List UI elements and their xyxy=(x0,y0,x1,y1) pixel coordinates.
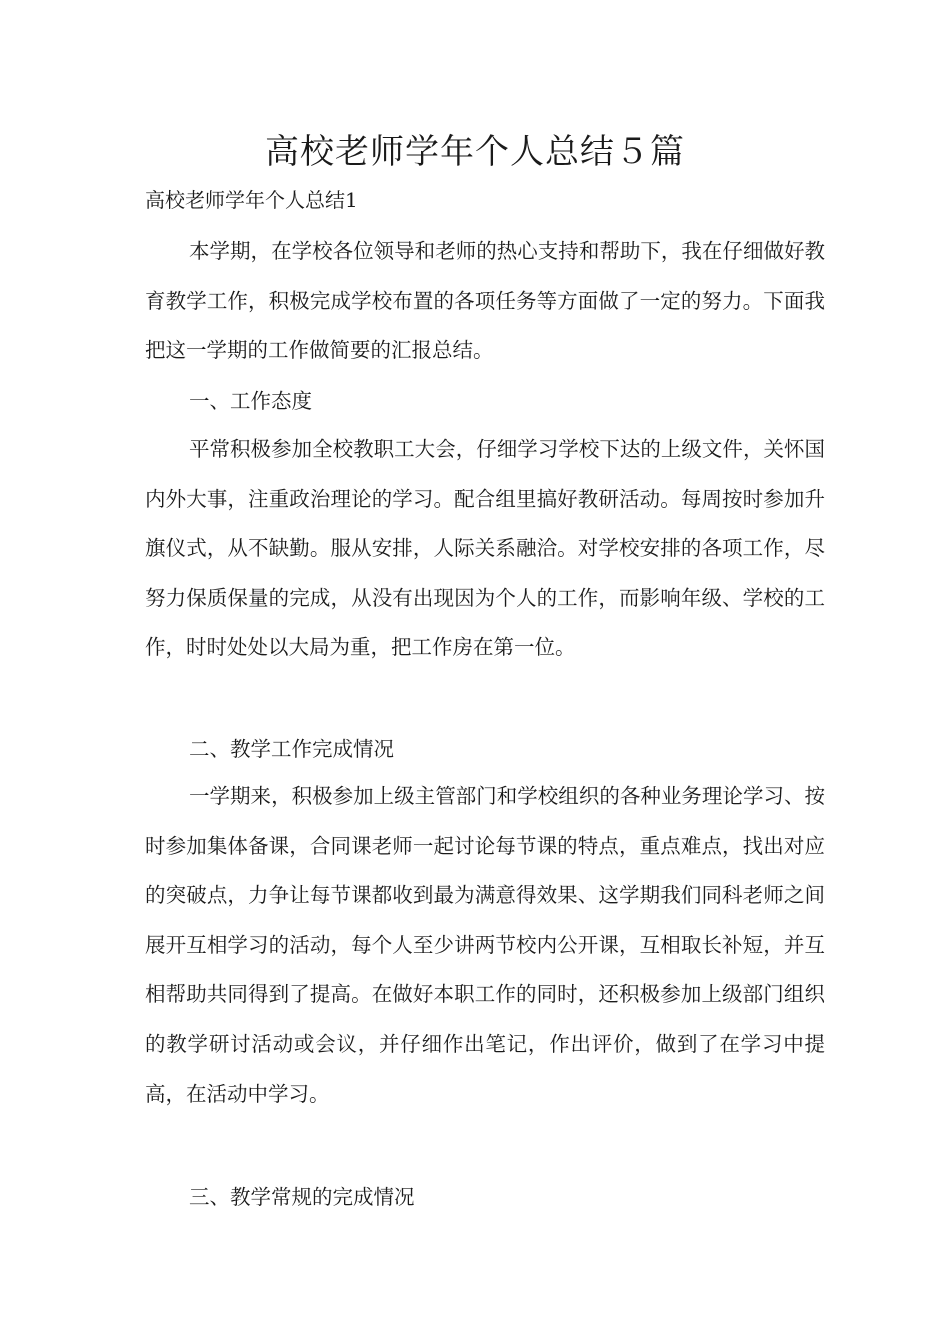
document-subtitle: 高校老师学年个人总结1 xyxy=(145,188,358,212)
document-title: 高校老师学年个人总结５篇 xyxy=(265,132,685,172)
section2-paragraph: 一学期来，积极参加上级主管部门和学校组织的各种业务理论学习、按时参加集体备课，合同课老师一起讨论每节课的特点，重点难点，找出对应的突破点，力争让每节课都收到最为满意得效果、这学期我们同科老师之间展开互相学习的活动，每个人至少讲两节校内公开课，互相取长补短，并互相帮助共同得到了提高。在做好本职工作的同时，还积极参加上级部门组织的教学研讨活动或会议，并仔细作出笔记，作出评价，做到了在学习中提高，在活动中学习。 xyxy=(145,784,825,1106)
section-heading-work-attitude: 一、工作态度 xyxy=(189,389,312,413)
section-heading-teaching-routine: 三、教学常规的完成情况 xyxy=(189,1185,415,1209)
section-heading-teaching-completion: 二、教学工作完成情况 xyxy=(189,737,394,761)
section1-paragraph: 平常积极参加全校教职工大会，仔细学习学校下达的上级文件，关怀国内外大事，注重政治理论的学习。配合组里搞好教研活动。每周按时参加升旗仪式，从不缺勤。服从安排，人际关系融洽。对学校安排的各项工作，尽努力保质保量的完成，从没有出现因为个人的工作，而影响年级、学校的工作，时时处处以大局为重，把工作房在第一位。 xyxy=(145,437,825,660)
intro-paragraph: 本学期，在学校各位领导和老师的热心支持和帮助下，我在仔细做好教育教学工作，积极完成学校布置的各项任务等方面做了一定的努力。下面我把这一学期的工作做简要的汇报总结。 xyxy=(145,239,825,363)
